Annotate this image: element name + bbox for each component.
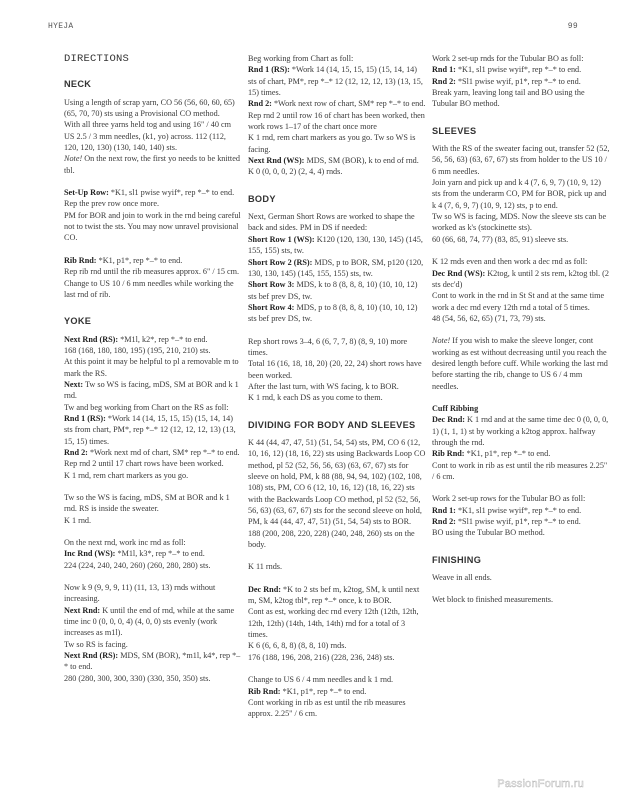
- instruction-label: Rnd 2:: [64, 447, 88, 457]
- instruction: [248, 98, 426, 109]
- running-header-pattern-name: HYEJA: [48, 22, 74, 31]
- instruction-text: MDS, SM (BOR), *m1l, k4*, rep *–* to end.: [64, 651, 241, 672]
- paragraph: Rep rnd 2 until row 16 of chart has been worked, then work rows 1–17 of the chart once more: [248, 110, 425, 132]
- instruction: [64, 650, 242, 673]
- heading-sleeves: SLEEVES: [432, 125, 477, 136]
- heading-finishing: FINISHING: [432, 554, 482, 565]
- instruction-text: *Work next row of chart, SM* rep *–* to end.: [271, 99, 426, 109]
- paragraph: Tw so WS is facing, MDS. Now the sleeve sts can be worked as k's (stockinette sts).: [432, 212, 607, 233]
- heading-yoke: YOKE: [64, 316, 92, 327]
- paragraph: Tw and beg working from Chart on the RS as foll:: [64, 402, 229, 412]
- paragraph: K 44 (44, 47, 47, 51) (51, 54, 54) sts, PM, CO 6 (12, 10, 16, 12) (18, 16, 22) sts using Backwards Loop CO method, pl 52 (52, 56, 56, 63) (63, 67, 67) sts for sleeve on hold, PM, k 88 (88, 94, 94, 102) (102, 108, 108) sts, PM, CO 6 (12, 10, 16, 12) (18, 16, 22) sts with the Backwards Loop CO method, pl 52 (52, 56, 56, 63) (63, 67, 67) sts for the second sleeve on hold, PM, k 44 (44, 47, 47, 51) (51, 54, 54) sts to BOR.: [248, 437, 426, 527]
- instruction: [432, 414, 610, 448]
- instruction-label: Next Rnd (RS):: [64, 651, 119, 661]
- paragraph: K 1 rnd, k each DS as you come to them.: [248, 393, 383, 403]
- instruction: [64, 548, 242, 559]
- paragraph: On the next rnd, work inc rnd as foll:: [64, 538, 186, 548]
- subheading-cuff-ribbing: Cuff Ribbing: [432, 403, 479, 413]
- paragraph: Cont as est, working dec rnd every 12th (12th, 12th, 12th, 12th) (14th, 14th, 14th) rnd for a total of 3 times.: [248, 607, 419, 640]
- instruction: [248, 686, 426, 697]
- instruction: [248, 234, 426, 257]
- paragraph: Total 16 (16, 18, 18, 20) (20, 22, 24) short rows have been worked.: [248, 359, 422, 380]
- page-title: DIRECTIONS: [64, 53, 130, 65]
- instruction-label: Rib Rnd:: [64, 255, 97, 265]
- instruction-text: MDS, p to 8 (8, 8, 8, 10) (10, 10, 12) sts bef prev DS, tw.: [248, 302, 418, 324]
- paragraph: Rep short rows 3–4, 6 (6, 7, 7, 8) (8, 9, 10) more times.: [248, 336, 408, 357]
- paragraph: Tw so RS is facing.: [64, 639, 128, 649]
- instruction-label: Short Row 4:: [248, 302, 295, 312]
- instruction: [248, 257, 426, 280]
- instruction: [248, 279, 426, 302]
- instruction-text: MDS, SM (BOR), k to end of rnd.: [304, 156, 419, 166]
- paragraph: With all three yarns held tog and using 16" / 40 cm US 2.5 / 3 mm needles, (k1, yo) across. 112 (112, 120, 120, 130) (130, 140, 140) sts.: [64, 120, 231, 153]
- instruction-label: Rib Rnd:: [432, 449, 465, 459]
- section-finishing: [432, 555, 610, 606]
- instruction-label: Inc Rnd (WS):: [64, 549, 116, 559]
- instruction-text: *M1l, k3*, rep *–* to end.: [115, 549, 205, 559]
- note-label: Note!: [64, 154, 83, 164]
- instruction-text: *K1, p1*, rep *–* to end.: [464, 449, 551, 459]
- note: [64, 153, 242, 176]
- instruction-label: Rnd 1 (RS):: [248, 65, 290, 75]
- paragraph: K 1 rnd, rem chart markers as you go. Tw so WS is facing.: [248, 133, 416, 154]
- paragraph: K 0 (0, 0, 0, 2) (2, 4, 4) rnds.: [248, 167, 343, 177]
- paragraph: K 1 rnd.: [64, 515, 92, 525]
- instruction-label: Next Rnd (RS):: [64, 334, 119, 344]
- heading-dividing: DIVIDING FOR BODY AND SLEEVES: [248, 419, 416, 430]
- instruction: [64, 413, 242, 447]
- paragraph: Beg working from Chart as foll:: [248, 54, 354, 63]
- instruction-text: *Sl1 pwise wyif, p1*, rep *–* to end.: [455, 76, 581, 86]
- paragraph: Weave in all ends.: [432, 573, 492, 583]
- column-middle: [248, 53, 426, 736]
- paragraph: With the RS of the sweater facing out, transfer 52 (52, 56, 56, 63) (63, 67, 67) sts from holder to the US 10 / 6 mm needles.: [432, 144, 610, 176]
- instruction: [248, 302, 426, 325]
- watermark: PassionForum.ru: [497, 778, 584, 790]
- instruction-text: MDS, p to BOR, SM, p120 (120, 130, 130, 145) (145, 155, 155) sts, tw.: [248, 257, 424, 278]
- instruction-label: Next:: [64, 379, 84, 389]
- paragraph: At this point it may be helpful to pl a removable m to mark the RS.: [64, 357, 239, 378]
- section-body: [248, 194, 426, 404]
- instruction-text: *Work 14 (14, 15, 15, 15) (15, 14, 14) sts of chart, PM*, rep *–* 12 (12, 12, 12, 13) (13, 15, 15) times.: [248, 65, 423, 98]
- instruction-text: *K1, p1*, rep *–* to end.: [96, 255, 183, 265]
- paragraph: 188 (200, 208, 220, 228) (240, 248, 260) sts on the body.: [248, 528, 415, 550]
- instruction-label: Dec Rnd:: [432, 415, 465, 425]
- instruction-text: *M1l, k2*, rep *–* to end.: [118, 334, 208, 344]
- instruction-label: Rnd 2:: [432, 517, 456, 527]
- instruction: [64, 605, 242, 639]
- paragraph: Work 2 set-up rows for the Tubular BO as foll:: [432, 494, 586, 504]
- instruction-text: *K to 2 sts bef m, k2tog, SM, k until next m, SM, k2tog tbl*, rep *–* once, k to BOR.: [248, 584, 420, 606]
- note-text: If you wish to make the sleeve longer, cont working as est without decreasing until you reach the desired length before cuff. While working the last rnd before starting the rib, change to US 6 / 4 mm needles.: [432, 336, 608, 391]
- instruction-text: *K1, p1*, rep *–* to end.: [280, 686, 367, 696]
- instruction-label: Dec Rnd:: [248, 584, 281, 594]
- note: [432, 335, 610, 392]
- paragraph: PM for BOR and join to work in the rnd being careful not to twist the sts. You may now unravel provisional CO.: [64, 210, 241, 243]
- instruction: [64, 447, 242, 458]
- note-label: Note!: [432, 336, 451, 346]
- instruction-text: *Sl1 pwise wyif, p1*, rep *–* to end.: [455, 517, 581, 527]
- paragraph: Rep rnd 2 until 17 chart rows have been worked.: [64, 459, 224, 469]
- instruction: [248, 584, 426, 607]
- instruction-text: K 1 rnd and at the same time dec 0 (0, 0, 0, 1) (1, 1, 1) st by working a k2tog approx. halfway through the rnd.: [432, 415, 609, 447]
- instruction: [64, 187, 242, 198]
- paragraph: Tw so the WS is facing, mDS, SM at BOR and k 1 rnd. RS is inside the sweater.: [64, 493, 230, 514]
- paragraph: 280 (280, 300, 300, 330) (330, 350, 350) sts.: [64, 673, 211, 683]
- instruction-label: Rib Rnd:: [248, 686, 281, 696]
- paragraph: 176 (188, 196, 208, 216) (228, 236, 248) sts.: [248, 652, 395, 662]
- instruction-text: K until the end of rnd, while at the same time inc 0 (0, 0, 0, 4) (4, 0, 0) sts evenly (work increases as m1l).: [64, 605, 235, 638]
- instruction-text: K2tog, k until 2 sts rem, k2tog tbl. (2 sts dec'd): [432, 268, 609, 289]
- paragraph: Using a length of scrap yarn, CO 56 (56, 60, 60, 65) (65, 70, 70) sts using a Provisional CO method.: [64, 97, 235, 119]
- instruction-label: Rnd 1:: [432, 65, 456, 75]
- instruction-text: *K1, sl1 pwise wyif*, rep *–* to end.: [108, 188, 235, 198]
- instruction-label: Rnd 2:: [248, 99, 272, 109]
- column-right: [432, 53, 610, 622]
- instruction: [64, 379, 242, 402]
- instruction-label: Rnd 1 (RS):: [64, 413, 106, 423]
- instruction-label: Set-Up Row:: [64, 188, 109, 198]
- paragraph: Change to US 10 / 6 mm needles while working the last rnd of rib.: [64, 278, 234, 299]
- instruction-label: Short Row 2 (RS):: [248, 257, 313, 267]
- instruction: [64, 255, 242, 266]
- instruction-label: Next Rnd (WS):: [248, 156, 305, 166]
- paragraph: 60 (66, 68, 74, 77) (83, 85, 91) sleeve sts.: [432, 234, 569, 244]
- paragraph: BO using the Tubular BO method.: [432, 528, 545, 538]
- instruction: [248, 64, 426, 98]
- paragraph: Next, German Short Rows are worked to shape the back and sides. PM in DS if needed:: [248, 212, 415, 233]
- section-yoke-continued: [248, 53, 426, 178]
- instruction-text: *K1, sl1 pwise wyif*, rep *–* to end.: [455, 65, 582, 75]
- section-dividing: [248, 420, 426, 720]
- paragraph: Cont to work in rib as est until the rib measures 2.25" / 6 cm.: [432, 460, 608, 481]
- instruction-label: Rnd 1:: [432, 505, 456, 515]
- paragraph: Break yarn, leaving long tail and BO using the Tubular BO method.: [432, 88, 585, 109]
- paragraph: 48 (54, 56, 62, 65) (71, 73, 79) sts.: [432, 313, 546, 323]
- instruction-label: Next Rnd:: [64, 605, 101, 615]
- paragraph: K 6 (6, 6, 8, 8) (8, 8, 10) rnds.: [248, 641, 347, 651]
- paragraph: Now k 9 (9, 9, 9, 11) (11, 13, 13) rnds without increasing.: [64, 583, 216, 604]
- instruction-label: Short Row 1 (WS):: [248, 234, 315, 244]
- heading-neck: NECK: [64, 79, 92, 90]
- paragraph: 168 (168, 180, 180, 195) (195, 210, 210) sts.: [64, 345, 211, 355]
- section-body-bind-off: [432, 53, 610, 110]
- instruction: [64, 334, 242, 345]
- column-left: [64, 50, 242, 700]
- instruction-label: Short Row 3:: [248, 280, 295, 290]
- paragraph: Rep the prev row once more.: [64, 199, 160, 209]
- instruction: [432, 76, 610, 87]
- paragraph: Cont to work in the rnd in St St and at the same time work a dec rnd every 12th rnd a total of 5 times.: [432, 291, 605, 312]
- instruction-text: MDS, k to 8 (8, 8, 8, 10) (10, 10, 12) sts bef prev DS, tw.: [248, 280, 418, 301]
- paragraph: Rep rib rnd until the rib measures approx. 6" / 15 cm.: [64, 267, 240, 277]
- paragraph: Work 2 set-up rnds for the Tubular BO as foll:: [432, 54, 584, 63]
- paragraph: K 11 rnds.: [248, 562, 283, 572]
- section-sleeves: [432, 126, 610, 539]
- note-text: On the next row, the first yo needs to be knitted tbl.: [64, 154, 240, 175]
- instruction-text: *Work next rnd of chart, SM* rep *–* to end.: [87, 447, 240, 457]
- instruction: [432, 64, 610, 75]
- paragraph: Cont working in rib as est until the rib measures approx. 2.25" / 6 cm.: [248, 697, 406, 719]
- section-neck: [64, 79, 242, 300]
- instruction-text: *Work 14 (14, 15, 15, 15) (15, 14, 14) sts from chart, PM*, rep *–* 12 (12, 12, 12, 13) (13, 15, 15) times.: [64, 413, 236, 446]
- instruction-label: Dec Rnd (WS):: [432, 268, 486, 278]
- page-number: 99: [567, 22, 578, 31]
- paragraph: Change to US 6 / 4 mm needles and k 1 rnd.: [248, 675, 394, 685]
- heading-body: BODY: [248, 193, 276, 204]
- instruction: [432, 505, 610, 516]
- instruction: [432, 448, 610, 459]
- instruction-text: *K1, sl1 pwise wyif*, rep *–* to end.: [455, 505, 582, 515]
- paragraph: K 12 rnds even and then work a dec rnd as foll:: [432, 257, 588, 267]
- paragraph: Join yarn and pick up and k 4 (7, 6, 9, 7) (10, 9, 12) sts from the underarm CO, PM for BOR, pick up and k 4 (7, 6, 9, 7) (10, 9, 12) sts, p to end.: [432, 178, 607, 210]
- instruction: [432, 268, 610, 291]
- instruction-text: K120 (120, 130, 130, 145) (145, 155, 155) sts, tw.: [248, 234, 423, 256]
- instruction: [432, 516, 610, 527]
- paragraph: K 1 rnd, rem chart markers as you go.: [64, 470, 189, 480]
- paragraph: 224 (224, 240, 240, 260) (260, 280, 280) sts.: [64, 560, 211, 570]
- instruction-text: Tw so WS is facing, mDS, SM at BOR and k 1 rnd.: [64, 379, 239, 401]
- section-yoke: [64, 316, 242, 684]
- paragraph: After the last turn, with WS facing, k to BOR.: [248, 381, 399, 391]
- paragraph: Wet block to finished measurements.: [432, 595, 553, 605]
- instruction-label: Rnd 2:: [432, 76, 456, 86]
- instruction: [248, 155, 426, 166]
